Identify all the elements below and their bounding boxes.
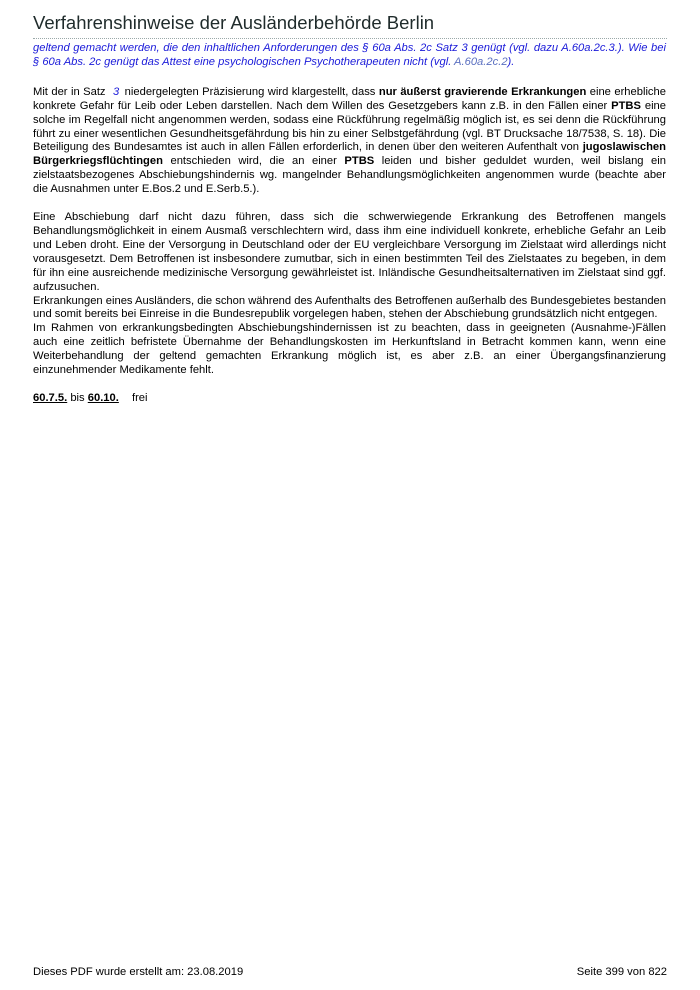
section-ref-to[interactable]: 60.10.	[87, 391, 119, 404]
paragraph-abschiebung: Eine Abschiebung darf nicht dazu führen, dass sich die schwerwiegende Erkrankung des Betroffenen mangels Behandlungsmöglichkeit in einem Ausmaß verschlechtern wird, dass ihm eine individuell konkrete, erhebliche Gefahr an Leib und Leben droht. Eine der Versorgung in Deutschland oder der EU vergleichbare Versorgung im Zielstaat wird allerdings nicht vorausgesetzt. Dem Betroffenen ist insbesondere zumutbar, sich in einen bestimmten Teil des Zielstaates zu begeben, in dem für ihn eine ausreichende medizinische Versorgung gewährleistet ist. Inländische Gesundheitsalternativen im Zielstaat sind ggf. aufzusuchen.	[33, 211, 666, 293]
para1-text-4: eine solche im Regelfall nicht angenommen werden, sodass eine Rückführung regelmäßig möglich ist, es sei denn die Rückführung führt zu einer wesentlichen Gesundheitsgefährdung bis hin zu einer Selbstgefährdung (vgl. BT Drucksache 18/7538, S. 18). Die Beteiligung des Bundesamtes ist auch in allen Fällen erforderlich, in denen über den weiteren Aufenthalt von	[33, 99, 666, 154]
document-title: Verfahrenshinweise der Ausländerbehörde Berlin	[33, 12, 435, 33]
intro-end: ).	[507, 55, 515, 68]
header-divider	[33, 38, 667, 39]
section-connector: bis	[70, 391, 85, 404]
paragraph-satz-3	[33, 86, 666, 197]
intro-paragraph	[33, 42, 666, 70]
emphasis-ptbs-2: PTBS	[344, 155, 375, 168]
cross-reference-link[interactable]: A.60a.2c.2	[454, 55, 508, 68]
intro-text: geltend gemacht werden, die den inhaltlichen Anforderungen des § 60a Abs. 2c Satz 3 genügt (vgl. dazu A.60a.2c.3.). Wie bei § 60a Abs. 2c genügt das Attest eine psychologischen Psychotherapeuten nicht (vgl.	[33, 42, 666, 68]
para1-text-1: Mit der in Satz	[33, 85, 106, 98]
para1-text-3: eine erhebliche konkrete Gefahr für Leib oder Leben darstellen. Nach dem Willen des Gesetzgebers kann z.B. in den Fällen einer	[33, 85, 666, 112]
page-number: Seite 399 von 822	[576, 966, 667, 978]
paragraph-erkrankungen: Erkrankungen eines Ausländers, die schon während des Aufenthalts des Betroffenen außerhalb des Bundesgebietes bestanden und somit bereits bei Einreise in die Bundesrepublik vorgelegen haben, stehen der Abschiebung grundsätzlich nicht entgegen.	[33, 294, 666, 321]
para1-text-5: entschieden wird, die an einer	[162, 155, 345, 168]
section-range-line	[33, 392, 666, 406]
paragraph-spacer	[33, 197, 666, 211]
section-status: frei	[131, 391, 148, 404]
page-header	[33, 12, 667, 39]
document-body	[33, 42, 666, 406]
paragraph-behandlungskosten: Im Rahmen von erkrankungsbedingten Abschiebungshindernissen ist zu beachten, dass in geeigneten (Ausnahme-)Fällen auch eine zeitlich befristete Übernahme der Behandlungskosten im Herkunftsland in Betracht kommen kann, wenn eine Weiterbehandlung der geltend gemachten Erkrankung möglich ist, es aber z.B. an einer Übergangsfinanzierung einzunehmender Medikamente fehlt.	[33, 322, 666, 377]
emphasis-gravierende-erkrankungen: nur äußerst gravierende Erkrankungen	[378, 85, 587, 98]
emphasis-buergerkriegsfluechtlinge: jugoslawischen Bürgerkriegsflüchtingen	[33, 141, 666, 168]
para1-text-6: leiden und bisher geduldet wurden, weil bislang ein zielstaatsbezogenes Abschiebungshindernis wg. mangelnder Behandlungsmöglichkeiten angenommen wurde (beachte aber die Ausnahmen unter E.Bos.2 und E.Serb.5.).	[33, 155, 666, 196]
section-ref-from[interactable]: 60.7.5.	[33, 391, 68, 404]
emphasis-ptbs: PTBS	[611, 99, 641, 112]
satz-reference-link[interactable]: 3	[112, 85, 120, 98]
para1-text-2: niedergelegten Präzisierung wird klargestellt, dass	[124, 85, 379, 98]
created-date: Dieses PDF wurde erstellt am: 23.08.2019	[33, 966, 244, 978]
